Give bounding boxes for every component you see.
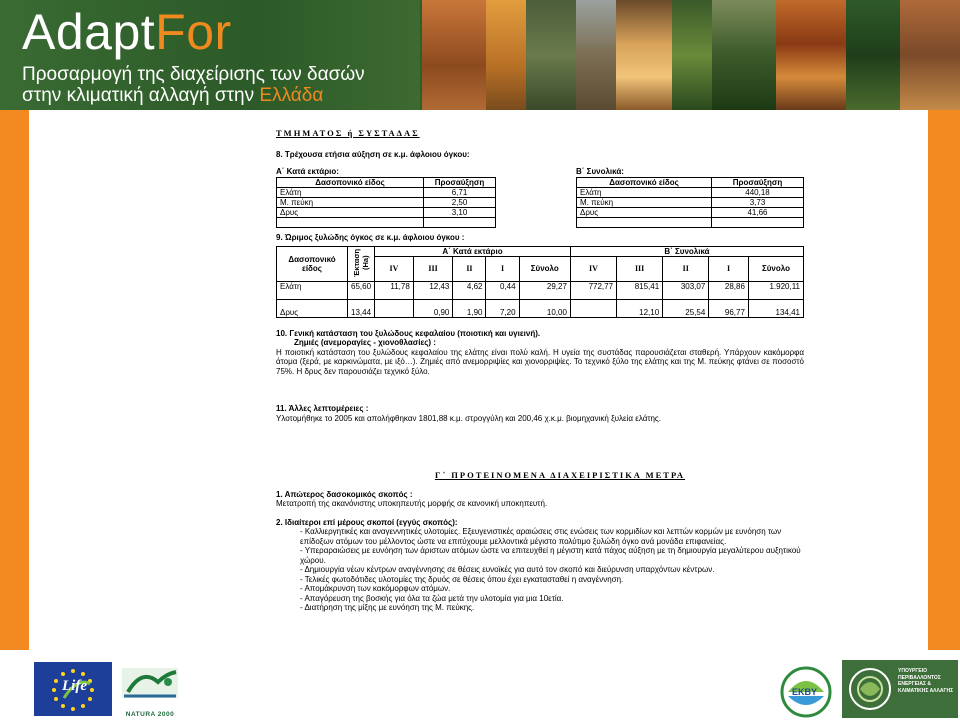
s8-tables [276,167,804,229]
value-cell: 0,44 [486,281,519,299]
value-cell: 134,41 [748,299,803,317]
s10-paragraph: Η ποιοτική κατάσταση του ξυλώδους κεφαλαίου της ελάτης είναι πολύ καλή. Η υγεία της συστάδας παρουσιάζεται σταθερή. Υπάρχουν κακόμορφα άτομα (ξερά, με καρκινώματα, με ιξό…). Ζημιές από ανεμορριψίες και χιονορριψίες. Το τεχνικό ξύλο της ελάτης και της Μ. πεύκης φτάνει σε ποσοστό 75%. Η δρυς δεν παρουσιάζει τεχνικό ξύλο. [276,347,804,376]
s8-b-col-species: Δασοπονικό είδος [577,177,712,187]
s9-sub-header: Σύνολο [748,257,803,281]
natura-logo-text: NATURA 2000 [125,711,175,718]
value-cell: 11,78 [375,281,414,299]
s9-sub-header: I [486,257,519,281]
s8-a-label: Α΄ Κατά εκτάριο: [276,167,339,176]
s11-title: 11. Άλλες λεπτομέρειες : [276,404,369,413]
ekby-logo-text: ΕΚΒΥ [792,687,818,697]
value-cell: 815,41 [617,281,663,299]
ministry-emblem-icon [846,663,894,715]
sunlit-forest-photo [616,0,672,110]
s9-sub-header: I [709,257,749,281]
g-heading: Γ΄ ΠΡΟΤΕΙΝΟΜΕΝΑ ΔΙΑΧΕΙΡΙΣΤΙΚΑ ΜΕΤΡΑ [434,470,686,480]
value-cell: 1.920,11 [748,281,803,299]
value-cell: 96,77 [709,299,749,317]
bird-icon [118,662,182,706]
natura-2000-logo [118,662,182,718]
pine-forest-photo [712,0,776,110]
s10-title: 10. Γενική κατάσταση του ξυλώδους κεφαλαίου (ποιοτική και υγιεινή). [276,328,541,338]
value-cell: 440,18 [712,187,804,197]
s8-a-table [276,177,496,228]
list-item: - Τελικές φωτοδότιδες υλοτομίες της δρυός σε θέσεις όπου έχει εγκατασταθεί η αναγέννηση. [300,574,624,584]
table-row-empty [277,217,496,227]
value-cell [375,299,414,317]
value-cell: 1,90 [453,299,486,317]
header-banner [0,0,960,110]
tagline-line-1: Προσαρμογή της διαχείρισης των δασών [22,64,365,85]
ministry-environment-logo [842,660,958,718]
s10-subtitle: Ζημιές (ανεμοραγίες - χιονοθλασίες) : [294,338,436,347]
bare-trees-photo [576,0,616,110]
value-cell [570,299,616,317]
orange-foliage-photo [486,0,526,110]
g2-title: 2. Ιδιαίτεροι επί μέρους σκοποί (εγγύς σκοπός): [276,517,458,527]
eu-life-logo [34,662,112,716]
s8-b-label: Β΄ Συνολικά: [576,167,624,176]
forest-road-photo [526,0,576,110]
conifer-photo [846,0,900,110]
autumn-slope-photo [776,0,846,110]
document-page [276,120,804,613]
species-cell: Ελάτη [277,187,424,197]
table-row [277,281,804,299]
left-orange-bar [0,110,29,650]
value-cell: 0,90 [413,299,453,317]
table-row [577,187,804,197]
list-item: - Απομάκρυνση των κακόμορφων ατόμων. [300,584,451,593]
g2-list [276,527,804,613]
forest-photo-strip [422,0,960,110]
value-cell: 29,27 [519,281,570,299]
s8-title: 8. Τρέχουσα ετήσια αύξηση σε κ.μ. άφλοιου όγκου: [276,149,470,159]
table-row [577,197,804,207]
ekby-logo [778,666,834,718]
value-cell: 25,54 [663,299,709,317]
value-cell: 3,10 [424,207,496,217]
species-cell: Μ. πεύκη [577,197,712,207]
green-canopy-photo [672,0,712,110]
table-row [277,187,496,197]
list-item: - Απαγόρευση της βοσκής για όλα τα ζώα μετά την υλοτομία για μια 10ετία. [300,593,564,603]
list-item: - Διατήρηση της μίξης με ευνόηση της Μ. πεύκης. [300,603,475,612]
s11-paragraph: Υλοτομήθηκε το 2005 και απολήφθηκαν 1801,88 κ.μ. στρογγύλη και 200,46 χ.κ.μ. βιομηχανική ξυλεία ελάτης. [276,413,662,423]
list-item: - Υπεραραιώσεις με ευνόηση των άριστων ατόμων ώστε να επιτευχθεί η μέγιστη κατά πάχος αύξηση με τη δημιουργία μεγαλύτερου αυξητικού χώρου. [300,546,801,565]
table-row [277,207,496,217]
value-cell: 12,10 [617,299,663,317]
value-cell: 3,73 [712,197,804,207]
species-cell: Δρυς [277,207,424,217]
ministry-logo-text: ΥΠΟΥΡΓΕΙΟ ΠΕΡΙΒΑΛΛΟΝΤΟΣ ΕΝΕΡΓΕΙΑΣ & ΚΛΙΜΑΤΙΚΗΣ ΑΛΛΑΓΗΣ [898,668,954,694]
value-cell: 772,77 [570,281,616,299]
species-cell: Ελάτη [277,281,348,299]
value-cell: 2,50 [424,197,496,207]
s9-group-b: Β΄ Συνολικά [570,246,803,257]
table-row [277,197,496,207]
s8-a-col-growth: Προσαύξηση [424,177,496,187]
s9-col-species: Δασοπονικό είδος [277,246,348,281]
value-cell: 28,86 [709,281,749,299]
s9-title: 9. Ώριμος ξυλώδης όγκος σε κ.μ. άφλοιου όγκου : [276,233,465,242]
s9-col-area: Έκταση (Ha) [348,246,375,281]
s9-sub-header: IV [375,257,414,281]
list-item: - Καλλιεργητικές και αναγεννητικές υλοτομίες. Εξευγενιστικές αραιώσεις στις ενώσεις των κορμιδίων και λεπτών κορμών με ευνόηση των επίδοξων ατόμων του μέλλοντος ώστε να επιτύχουμε μελλοντικά μέγιστο πολύτιμο ξυλώδη όγκο ανά μονάδα επιφανείας. [300,527,782,546]
autumn-tree-photo [422,0,486,110]
value-cell: 10,00 [519,299,570,317]
s9-sub-header: IV [570,257,616,281]
g1-title: 1. Απώτερος δασοκομικός σκοπός : [276,489,413,499]
value-cell: 303,07 [663,281,709,299]
value-cell: 6,71 [424,187,496,197]
s9-sub-header: Σύνολο [519,257,570,281]
s8-b-col-growth: Προσαύξηση [712,177,804,187]
species-cell: Μ. πεύκη [277,197,424,207]
s9-group-a: Α΄ Κατά εκτάριο [375,246,571,257]
value-cell: 4,62 [453,281,486,299]
value-cell: 12,43 [413,281,453,299]
s9-sub-header: II [663,257,709,281]
brand-title: AdaptFor [22,4,232,60]
species-cell: Δρυς [277,299,348,317]
list-item: - Δημιουργία νέων κέντρων αναγέννησης σε θέσεις ευνοϊκές για αυτό τον σκοπό και διεύρυνση υπαρχόντων κέντρων. [300,565,715,574]
woodland-photo [900,0,960,110]
s8-a-col-species: Δασοπονικό είδος [277,177,424,187]
species-cell: Δρυς [577,207,712,217]
area-cell: 13,44 [348,299,375,317]
table-row [577,207,804,217]
g1-paragraph: Μετατροπή της ακανόνιστης υποκηπευτής μορφής σε κανονική υποκηπευτή. [276,499,548,508]
table-row [277,299,804,317]
species-cell: Ελάτη [577,187,712,197]
value-cell: 41,66 [712,207,804,217]
s9-sub-header: III [617,257,663,281]
right-orange-bar [928,110,960,650]
tagline-line-2: στην κλιματική αλλαγή στην Ελλάδα [22,85,324,106]
s9-sub-header: III [413,257,453,281]
s8-b-table [576,177,804,228]
s9-table [276,246,804,318]
life-logo-text: Life [62,678,87,694]
footer-logos [0,650,960,720]
section-heading: ΤΜΗΜΑΤΟΣ ή ΣΥΣΤΑΔΑΣ [276,128,420,138]
table-row-empty [577,217,804,227]
area-cell: 65,60 [348,281,375,299]
value-cell: 7,20 [486,299,519,317]
s9-sub-header: II [453,257,486,281]
